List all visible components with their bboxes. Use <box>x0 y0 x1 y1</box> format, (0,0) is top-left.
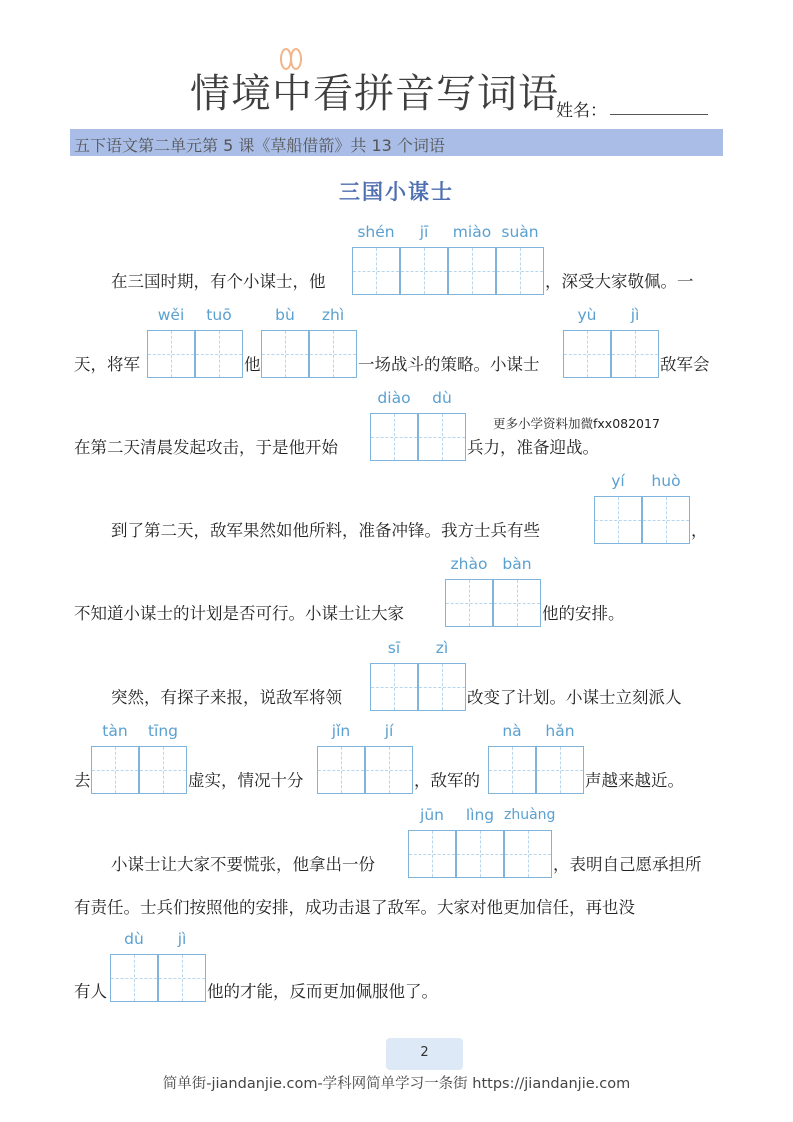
name-field-line[interactable] <box>610 114 708 115</box>
story-text: 有责任。士兵们按照他的安排，成功击退了敌军。大家对他更加信任，再也没 <box>74 898 635 917</box>
pinyin-label: bàn <box>502 555 532 573</box>
writing-box[interactable] <box>493 579 541 627</box>
pinyin-label: yí <box>611 472 625 490</box>
story-text: ，敌军的 <box>414 771 480 790</box>
writing-box[interactable] <box>309 330 357 378</box>
pinyin-label: jī <box>419 223 429 241</box>
pinyin-label: zhào <box>450 555 488 573</box>
writing-box[interactable] <box>418 413 466 461</box>
pinyin-label: dù <box>124 930 144 948</box>
writing-box[interactable] <box>445 579 493 627</box>
story-text: 改变了计划。小谋士立刻派人 <box>467 688 682 707</box>
writing-box[interactable] <box>139 746 187 794</box>
writing-box[interactable] <box>261 330 309 378</box>
pinyin-label: jì <box>177 930 187 948</box>
writing-box[interactable] <box>611 330 659 378</box>
pinyin-label: jǐn <box>331 722 351 740</box>
pinyin-label: suàn <box>501 223 539 241</box>
writing-box[interactable] <box>195 330 243 378</box>
writing-box[interactable] <box>110 954 158 1002</box>
pinyin-label: diào <box>377 389 411 407</box>
writing-box[interactable] <box>400 247 448 295</box>
name-label: 姓名： <box>556 101 607 121</box>
story-text: 敌军会 <box>660 355 710 374</box>
pinyin-label: miào <box>452 223 492 241</box>
writing-box[interactable] <box>642 496 690 544</box>
writing-box[interactable] <box>147 330 195 378</box>
story-text: ，表明自己愿承担所 <box>553 855 702 874</box>
pinyin-label: yù <box>577 306 597 324</box>
story-text: 虚实，情况十分 <box>188 771 304 790</box>
writing-box[interactable] <box>448 247 496 295</box>
writing-box[interactable] <box>317 746 365 794</box>
story-text: 到了第二天，敌军果然如他所料，准备冲锋。我方士兵有些 <box>111 521 540 540</box>
writing-box[interactable] <box>91 746 139 794</box>
story-title: 三国小谋士 <box>339 179 454 204</box>
writing-box[interactable] <box>488 746 536 794</box>
writing-box[interactable] <box>158 954 206 1002</box>
story-text: 天，将军 <box>74 355 140 374</box>
page-number: 2 <box>420 1045 429 1060</box>
story-text: 声越来越近。 <box>585 771 684 790</box>
watermark-text: 更多小学资料加微fxx082017 <box>493 416 660 431</box>
story-text: ， <box>691 521 708 540</box>
story-text: 小谋士让大家不要慌张，他拿出一份 <box>111 855 375 874</box>
worksheet-title: 情境中看拼音写词语 <box>190 71 559 117</box>
pinyin-label: lìng <box>465 806 495 824</box>
lesson-info: 五下语文第二单元第 5 课《草船借箭》共 13 个词语 <box>74 136 445 155</box>
pinyin-label: dù <box>432 389 452 407</box>
story-text: 他的才能，反而更加佩服他了。 <box>207 982 438 1001</box>
writing-box[interactable] <box>408 830 456 878</box>
pinyin-label: hǎn <box>545 722 575 740</box>
story-text: 他 <box>244 355 261 374</box>
writing-box[interactable] <box>563 330 611 378</box>
pinyin-label: tàn <box>102 722 128 740</box>
writing-box[interactable] <box>352 247 400 295</box>
writing-box[interactable] <box>365 746 413 794</box>
pinyin-label: bù <box>275 306 295 324</box>
pinyin-label: jūn <box>420 806 444 824</box>
writing-box[interactable] <box>504 830 552 878</box>
pinyin-label: nà <box>502 722 522 740</box>
pinyin-label: tīng <box>147 722 179 740</box>
pinyin-label: zhuàng <box>504 807 556 823</box>
writing-box[interactable] <box>456 830 504 878</box>
writing-box[interactable] <box>370 663 418 711</box>
pinyin-label: wěi <box>157 306 185 324</box>
story-text: 兵力，准备迎战。 <box>467 438 599 457</box>
story-text: 在三国时期，有个小谋士，他 <box>111 272 326 291</box>
story-text: 他的安排。 <box>542 604 625 623</box>
story-text: 突然，有探子来报，说敌军将领 <box>111 688 342 707</box>
pinyin-label: jí <box>384 722 394 740</box>
writing-box[interactable] <box>594 496 642 544</box>
pinyin-label: shén <box>357 223 395 241</box>
pinyin-label: zì <box>435 639 449 657</box>
pinyin-label: sī <box>387 639 401 657</box>
story-text: 去 <box>74 771 91 790</box>
writing-box[interactable] <box>536 746 584 794</box>
pinyin-label: huò <box>651 472 681 490</box>
footer-text: 简单街-jiandanjie.com-学科网简单学习一条街 https://jiandanjie.com <box>162 1076 631 1092</box>
pinyin-label: jì <box>630 306 640 324</box>
rabbit-ears-icon <box>276 48 306 70</box>
story-text: 一场战斗的策略。小谋士 <box>358 355 540 374</box>
pinyin-label: zhì <box>321 306 345 324</box>
story-text: 有人 <box>74 982 107 1001</box>
writing-box[interactable] <box>370 413 418 461</box>
story-text: 不知道小谋士的计划是否可行。小谋士让大家 <box>74 604 404 623</box>
writing-box[interactable] <box>418 663 466 711</box>
story-text: ，深受大家敬佩。一 <box>545 272 694 291</box>
pinyin-label: tuō <box>206 306 232 324</box>
writing-box[interactable] <box>496 247 544 295</box>
story-text: 在第二天清晨发起攻击，于是他开始 <box>74 438 338 457</box>
